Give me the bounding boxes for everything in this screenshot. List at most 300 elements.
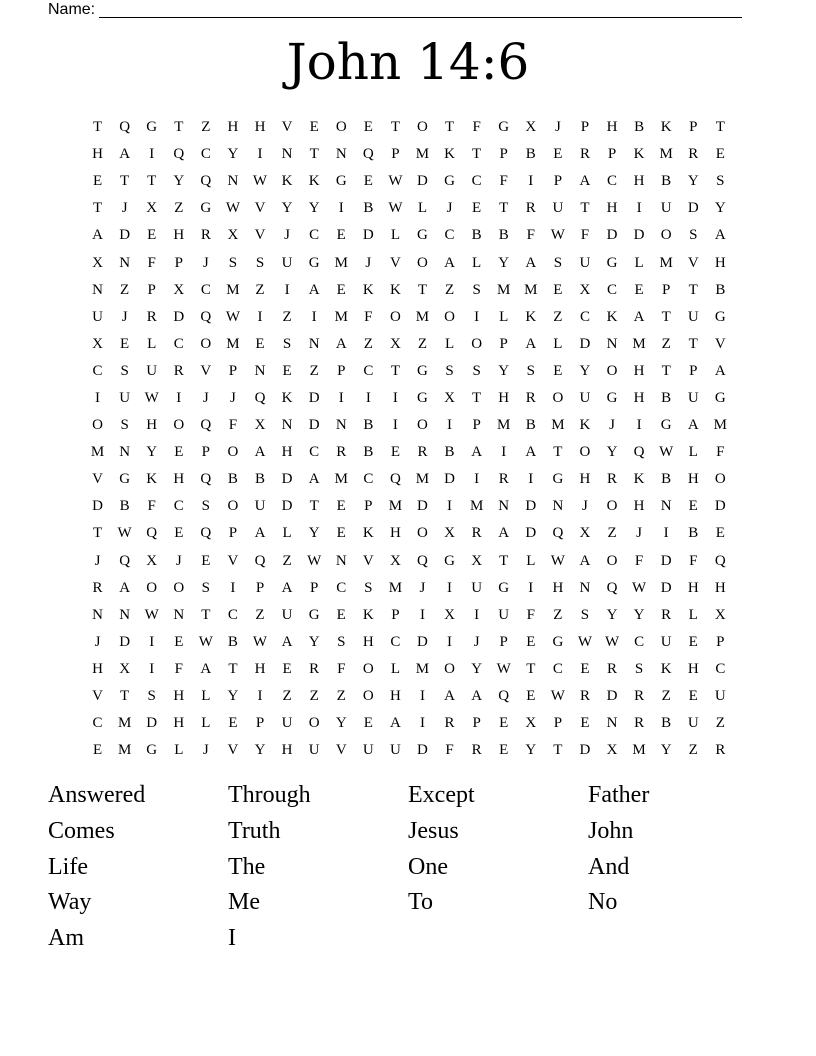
- grid-letter: D: [525, 498, 537, 515]
- grid-letter: M: [117, 715, 132, 732]
- grid-letter: O: [173, 579, 185, 596]
- grid-letter: E: [499, 742, 509, 759]
- grid-letter: G: [146, 119, 158, 136]
- grid-letter: Z: [336, 688, 346, 705]
- grid-letter: C: [309, 444, 320, 461]
- grid-letter: D: [92, 498, 103, 515]
- word-bank-item: And: [588, 853, 630, 880]
- grid-letter: A: [525, 335, 537, 352]
- grid-letter: M: [415, 308, 430, 325]
- grid-letter: R: [688, 146, 699, 163]
- grid-letter: V: [687, 254, 699, 271]
- grid-letter: G: [552, 471, 564, 488]
- grid-letter: G: [417, 227, 428, 244]
- grid-letter: A: [389, 715, 401, 732]
- grid-letter: L: [147, 335, 157, 352]
- grid-letter: Y: [633, 606, 645, 623]
- grid-letter: Z: [553, 308, 563, 325]
- grid-letter: T: [228, 660, 238, 677]
- grid-letter: N: [281, 146, 293, 163]
- grid-letter: K: [579, 417, 591, 434]
- grid-letter: A: [579, 552, 591, 569]
- grid-letter: R: [607, 660, 618, 677]
- grid-letter: E: [282, 362, 292, 379]
- grid-letter: J: [94, 633, 101, 650]
- grid-letter: D: [119, 633, 131, 650]
- grid-letter: O: [173, 417, 185, 434]
- grid-letter: M: [497, 281, 511, 298]
- grid-letter: F: [526, 227, 535, 244]
- grid-letter: M: [334, 254, 348, 271]
- grid-letter: C: [200, 281, 211, 298]
- grid-letter: R: [634, 715, 645, 732]
- grid-letter: A: [714, 227, 726, 244]
- grid-letter: B: [471, 227, 482, 244]
- grid-letter: U: [660, 200, 672, 217]
- grid-letter: I: [419, 606, 425, 623]
- grid-letter: J: [202, 742, 209, 759]
- grid-letter: J: [446, 200, 453, 217]
- grid-letter: C: [607, 281, 618, 298]
- grid-letter: R: [661, 606, 672, 623]
- grid-letter: S: [716, 173, 725, 190]
- grid-letter: T: [92, 119, 103, 136]
- grid-letter: X: [714, 606, 726, 623]
- grid-letter: T: [553, 742, 563, 759]
- grid-letter: H: [173, 688, 185, 705]
- grid-letter: P: [499, 633, 508, 650]
- grid-letter: V: [92, 471, 103, 488]
- grid-letter: D: [119, 227, 131, 244]
- grid-letter: Z: [174, 200, 184, 217]
- grid-letter: T: [499, 200, 509, 217]
- grid-letter: I: [474, 308, 480, 325]
- grid-letter: O: [227, 444, 239, 461]
- grid-letter: U: [471, 579, 483, 596]
- grid-letter: Z: [309, 688, 319, 705]
- grid-letter: N: [498, 498, 510, 515]
- grid-letter: E: [715, 146, 725, 163]
- grid-letter: C: [173, 335, 184, 352]
- grid-letter: O: [444, 660, 455, 677]
- grid-letter: D: [660, 552, 672, 569]
- word-bank: [48, 778, 768, 956]
- grid-letter: Z: [363, 335, 373, 352]
- grid-letter: A: [92, 227, 103, 244]
- grid-letter: F: [364, 308, 373, 325]
- grid-letter: H: [633, 498, 645, 515]
- grid-letter: F: [580, 227, 590, 244]
- grid-letter: Z: [309, 362, 319, 379]
- grid-letter: W: [604, 633, 620, 650]
- grid-letter: U: [281, 606, 293, 623]
- grid-letter: A: [444, 688, 455, 705]
- grid-letter: G: [146, 742, 158, 759]
- grid-letter: H: [254, 119, 266, 136]
- grid-letter: J: [365, 254, 372, 271]
- grid-letter: P: [337, 362, 346, 379]
- grid-letter: N: [227, 173, 239, 190]
- grid-letter: G: [714, 389, 726, 406]
- grid-letter: M: [226, 335, 240, 352]
- grid-letter: I: [528, 579, 534, 596]
- grid-letter: W: [632, 579, 647, 596]
- grid-letter: V: [200, 362, 212, 379]
- grid-letter: H: [498, 389, 510, 406]
- grid-letter: Y: [227, 688, 239, 705]
- grid-letter: D: [633, 227, 645, 244]
- grid-letter: S: [255, 254, 265, 271]
- grid-letter: S: [580, 606, 590, 623]
- grid-letter: T: [201, 606, 211, 623]
- word-bank-item: Answered: [48, 782, 146, 809]
- grid-letter: L: [526, 552, 536, 569]
- grid-letter: D: [714, 498, 726, 515]
- grid-letter: M: [524, 281, 538, 298]
- grid-letter: K: [362, 525, 374, 542]
- grid-letter: B: [498, 227, 509, 244]
- grid-letter: X: [227, 227, 239, 244]
- word-bank-item: One: [408, 853, 448, 880]
- grid-letter: T: [120, 173, 130, 190]
- word-bank-item: Truth: [228, 818, 281, 845]
- grid-letter: M: [632, 742, 646, 759]
- grid-letter: G: [335, 173, 347, 190]
- grid-letter: N: [308, 335, 320, 352]
- grid-letter: P: [499, 335, 508, 352]
- grid-letter: N: [606, 335, 618, 352]
- grid-letter: T: [688, 335, 698, 352]
- grid-letter: L: [201, 715, 211, 732]
- grid-letter: R: [309, 660, 320, 677]
- grid-letter: J: [202, 254, 209, 271]
- grid-letter: B: [363, 444, 374, 461]
- grid-letter: P: [689, 362, 698, 379]
- grid-letter: T: [715, 119, 725, 136]
- grid-letter: B: [255, 471, 266, 488]
- grid-letter: R: [715, 742, 726, 759]
- grid-letter: Y: [606, 444, 618, 461]
- grid-letter: R: [525, 200, 536, 217]
- grid-letter: R: [579, 688, 590, 705]
- word-search-grid: [84, 114, 734, 764]
- grid-letter: I: [338, 389, 344, 406]
- grid-letter: E: [255, 335, 265, 352]
- grid-letter: K: [660, 119, 672, 136]
- grid-letter: S: [445, 362, 454, 379]
- grid-letter: E: [526, 688, 536, 705]
- grid-letter: N: [606, 715, 618, 732]
- grid-letter: A: [281, 579, 293, 596]
- grid-letter: I: [257, 308, 263, 325]
- grid-letter: S: [689, 227, 698, 244]
- grid-letter: H: [687, 579, 699, 596]
- grid-letter: Y: [146, 444, 158, 461]
- grid-letter: Z: [607, 525, 617, 542]
- grid-letter: U: [498, 606, 510, 623]
- grid-letter: X: [119, 660, 131, 677]
- grid-letter: W: [388, 200, 403, 217]
- grid-letter: P: [472, 417, 481, 434]
- grid-letter: E: [120, 335, 130, 352]
- grid-letter: I: [149, 633, 155, 650]
- grid-letter: U: [552, 200, 564, 217]
- grid-letter: A: [200, 660, 212, 677]
- grid-letter: T: [120, 688, 130, 705]
- grid-letter: Q: [146, 525, 158, 542]
- grid-letter: Q: [173, 146, 185, 163]
- grid-letter: S: [472, 362, 481, 379]
- grid-letter: K: [362, 606, 374, 623]
- grid-letter: P: [607, 146, 617, 163]
- grid-letter: X: [389, 335, 401, 352]
- grid-letter: H: [606, 200, 618, 217]
- grid-letter: U: [281, 715, 293, 732]
- grid-letter: O: [362, 688, 374, 705]
- grid-letter: F: [228, 417, 238, 434]
- grid-letter: L: [688, 606, 698, 623]
- grid-letter: Y: [606, 606, 618, 623]
- grid-letter: H: [92, 146, 103, 163]
- grid-letter: C: [715, 660, 726, 677]
- grid-letter: A: [119, 579, 131, 596]
- grid-letter: E: [228, 715, 238, 732]
- grid-letter: W: [550, 552, 565, 569]
- grid-letter: F: [634, 552, 644, 569]
- grid-letter: T: [472, 146, 482, 163]
- grid-letter: W: [659, 444, 674, 461]
- grid-letter: E: [363, 119, 373, 136]
- grid-letter: A: [498, 525, 510, 542]
- grid-letter: I: [257, 146, 263, 163]
- grid-letter: L: [444, 335, 455, 352]
- grid-letter: S: [553, 254, 563, 271]
- grid-letter: Q: [254, 389, 266, 406]
- grid-letter: B: [661, 715, 672, 732]
- grid-letter: Z: [282, 308, 292, 325]
- grid-letter: Q: [119, 552, 131, 569]
- grid-letter: U: [119, 389, 131, 406]
- grid-letter: T: [309, 146, 319, 163]
- grid-letter: H: [633, 389, 645, 406]
- grid-letter: U: [308, 742, 320, 759]
- grid-letter: E: [688, 688, 698, 705]
- grid-letter: V: [254, 200, 266, 217]
- grid-letter: L: [417, 200, 428, 217]
- grid-letter: D: [281, 498, 293, 515]
- grid-letter: C: [607, 173, 618, 190]
- grid-letter: H: [633, 362, 645, 379]
- grid-letter: D: [281, 471, 293, 488]
- grid-letter: N: [119, 606, 131, 623]
- grid-letter: D: [579, 742, 591, 759]
- grid-letter: J: [121, 308, 128, 325]
- grid-letter: J: [121, 200, 128, 217]
- grid-letter: H: [389, 688, 401, 705]
- grid-letter: Y: [308, 633, 320, 650]
- grid-letter: K: [606, 308, 618, 325]
- grid-letter: T: [580, 200, 590, 217]
- grid-letter: E: [336, 281, 346, 298]
- grid-letter: O: [606, 362, 618, 379]
- grid-letter: Q: [633, 444, 645, 461]
- grid-letter: F: [445, 742, 454, 759]
- grid-letter: X: [92, 335, 103, 352]
- grid-letter: T: [174, 119, 184, 136]
- grid-letter: T: [499, 552, 509, 569]
- grid-letter: D: [579, 335, 591, 352]
- grid-letter: A: [579, 173, 591, 190]
- grid-letter: R: [607, 471, 618, 488]
- word-bank-item: Except: [408, 782, 475, 809]
- grid-letter: K: [444, 146, 455, 163]
- grid-letter: Q: [417, 552, 428, 569]
- grid-letter: D: [660, 579, 672, 596]
- page-title: John 14:6: [286, 33, 530, 91]
- grid-letter: P: [255, 579, 265, 596]
- grid-letter: S: [526, 362, 535, 379]
- grid-letter: J: [609, 417, 615, 434]
- grid-letter: Q: [552, 525, 564, 542]
- grid-letter: D: [362, 227, 374, 244]
- grid-letter: W: [252, 173, 268, 190]
- grid-letter: S: [120, 362, 129, 379]
- grid-letter: R: [417, 444, 428, 461]
- grid-letter: C: [363, 362, 374, 379]
- grid-letter: T: [444, 119, 455, 136]
- grid-letter: R: [173, 362, 184, 379]
- grid-letter: I: [257, 688, 263, 705]
- grid-letter: X: [579, 525, 591, 542]
- grid-letter: R: [336, 444, 347, 461]
- grid-letter: Y: [335, 715, 347, 732]
- grid-letter: S: [634, 660, 644, 677]
- grid-letter: Z: [661, 688, 671, 705]
- grid-letter: P: [391, 146, 400, 163]
- grid-letter: E: [688, 498, 698, 515]
- grid-letter: P: [499, 146, 508, 163]
- grid-letter: R: [498, 471, 509, 488]
- word-bank-item: Me: [228, 889, 260, 916]
- grid-letter: B: [363, 417, 374, 434]
- grid-letter: P: [147, 281, 156, 298]
- grid-letter: R: [471, 742, 482, 759]
- grid-letter: N: [660, 498, 672, 515]
- grid-letter: J: [419, 579, 426, 596]
- grid-letter: S: [228, 254, 238, 271]
- grid-letter: D: [525, 525, 537, 542]
- grid-letter: D: [606, 227, 618, 244]
- grid-letter: Y: [308, 525, 320, 542]
- grid-letter: H: [687, 660, 699, 677]
- grid-letter: X: [254, 417, 266, 434]
- grid-letter: Z: [282, 552, 292, 569]
- grid-letter: O: [389, 308, 401, 325]
- grid-letter: E: [92, 742, 103, 759]
- grid-letter: S: [201, 498, 211, 515]
- grid-letter: E: [390, 444, 400, 461]
- grid-letter: Y: [498, 362, 510, 379]
- grid-letter: S: [337, 633, 346, 650]
- grid-letter: O: [579, 444, 591, 461]
- grid-letter: L: [174, 742, 184, 759]
- grid-letter: M: [632, 335, 646, 352]
- grid-letter: H: [714, 579, 726, 596]
- grid-letter: P: [174, 254, 183, 271]
- grid-letter: A: [281, 633, 293, 650]
- grid-letter: H: [389, 525, 401, 542]
- grid-letter: J: [202, 389, 209, 406]
- grid-letter: A: [308, 471, 320, 488]
- grid-letter: A: [444, 254, 455, 271]
- grid-letter: M: [497, 417, 511, 434]
- grid-letter: P: [201, 444, 211, 461]
- grid-letter: C: [363, 471, 374, 488]
- grid-letter: O: [714, 471, 726, 488]
- grid-letter: U: [254, 498, 266, 515]
- grid-letter: C: [444, 227, 455, 244]
- grid-letter: Y: [173, 173, 185, 190]
- grid-letter: H: [281, 742, 293, 759]
- grid-letter: G: [552, 633, 564, 650]
- grid-letter: K: [633, 471, 645, 488]
- grid-letter: D: [417, 633, 428, 650]
- grid-letter: U: [687, 308, 699, 325]
- grid-letter: S: [147, 688, 156, 705]
- word-bank-item: To: [408, 889, 433, 916]
- grid-letter: E: [580, 715, 590, 732]
- grid-letter: M: [334, 308, 348, 325]
- grid-letter: N: [173, 606, 185, 623]
- grid-letter: I: [419, 715, 425, 732]
- grid-letter: E: [472, 200, 482, 217]
- grid-letter: G: [498, 119, 510, 136]
- grid-letter: T: [661, 362, 671, 379]
- grid-letter: X: [525, 119, 537, 136]
- grid-letter: W: [577, 633, 593, 650]
- grid-letter: P: [689, 119, 698, 136]
- grid-letter: X: [173, 281, 185, 298]
- grid-letter: W: [225, 308, 241, 325]
- grid-letter: X: [606, 742, 618, 759]
- grid-letter: H: [579, 471, 591, 488]
- grid-letter: M: [226, 281, 240, 298]
- grid-letter: L: [553, 335, 563, 352]
- grid-letter: J: [284, 227, 290, 244]
- grid-letter: H: [362, 633, 374, 650]
- grid-letter: B: [227, 471, 238, 488]
- grid-letter: R: [579, 146, 590, 163]
- word-bank-item: Jesus: [408, 818, 459, 845]
- word-bank-item: John: [588, 818, 634, 845]
- grid-letter: O: [92, 417, 103, 434]
- grid-letter: H: [281, 444, 293, 461]
- grid-letter: P: [662, 281, 671, 298]
- grid-letter: U: [281, 254, 293, 271]
- grid-letter: P: [716, 633, 725, 650]
- grid-letter: C: [173, 498, 184, 515]
- grid-letter: V: [281, 119, 293, 136]
- word-bank-item: Father: [588, 782, 650, 809]
- grid-letter: R: [525, 389, 536, 406]
- grid-letter: E: [309, 119, 319, 136]
- grid-letter: S: [201, 579, 211, 596]
- grid-letter: T: [309, 498, 319, 515]
- grid-letter: U: [687, 389, 699, 406]
- grid-letter: F: [147, 254, 156, 271]
- grid-letter: I: [447, 633, 453, 650]
- grid-letter: W: [198, 633, 213, 650]
